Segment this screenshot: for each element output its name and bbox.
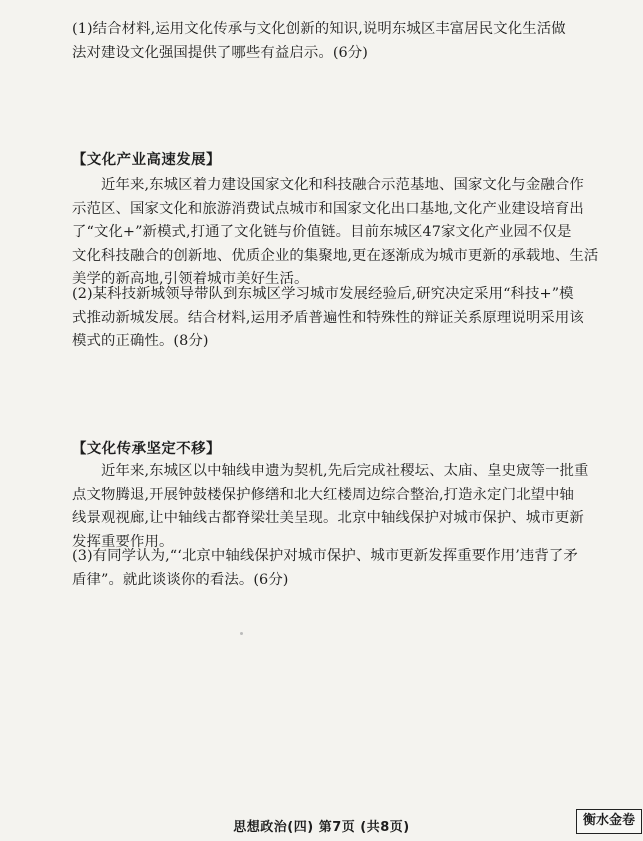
section-1-material [72, 174, 632, 292]
brand-stamp: 衡水金卷 [576, 809, 642, 834]
material-line: 了“文化+”新模式,打通了文化链与价值链。目前东城区47家文化产业园不仅是 [72, 224, 572, 240]
question-2-line: (2)某科技新城领导带队到东城区学习城市发展经验后,研究决定采用“科技+”模 [72, 286, 574, 302]
material-line: 线景观视廊,让中轴线古都脊梁壮美呈现。北京中轴线保护对城市保护、城市更新 [72, 510, 584, 526]
material-line: 示范区、国家文化和旅游消费试点城市和国家文化出口基地,文化产业建设培育出 [72, 200, 584, 217]
question-1 [72, 18, 632, 65]
page-footer: 思想政治(四) 第7页 (共8页) [233, 820, 410, 835]
question-3 [72, 545, 632, 592]
question-3-line: (3)有同学认为,“‘北京中轴线保护对城市保护、城市更新发挥重要作用’违背了矛 [72, 548, 578, 564]
material-line: 点文物腾退,开展钟鼓楼保护修缮和北大红楼周边综合整治,打造永定门北望中轴 [72, 486, 575, 503]
section-2-heading [72, 437, 632, 461]
question-3-line: 盾律”。就此谈谈你的看法。(6分) [72, 571, 289, 588]
section-2-title: 【文化传承坚定不移】 [72, 440, 221, 457]
question-2 [72, 283, 632, 354]
material-line: 文化科技融合的创新地、优质企业的集聚地,更在逐渐成为城市更新的承载地、生活 [72, 247, 599, 264]
material-line: 发挥重要作用。 [72, 533, 174, 550]
section-1-heading [72, 148, 632, 172]
material-line: 美学的新高地,引领着城市美好生活。 [72, 271, 309, 287]
section-1-title: 【文化产业高速发展】 [72, 151, 221, 168]
material-line: 近年来,东城区着力建设国家文化和科技融合示范基地、国家文化与金融合作 [101, 177, 584, 193]
section-2-material [72, 460, 632, 554]
scan-speck [240, 632, 243, 635]
question-2-line: 模式的正确性。(8分) [72, 333, 209, 349]
material-line: 近年来,东城区以中轴线申遗为契机,先后完成社稷坛、太庙、皇史宬等一批重 [101, 463, 589, 479]
question-1-line: 法对建设文化强国提供了哪些有益启示。(6分) [72, 44, 369, 61]
question-2-line: 式推动新城发展。结合材料,运用矛盾普遍性和特殊性的辩证关系原理说明采用该 [72, 309, 584, 326]
question-1-line: (1)结合材料,运用文化传承与文化创新的知识,说明东城区丰富居民文化生活做 [72, 21, 566, 37]
